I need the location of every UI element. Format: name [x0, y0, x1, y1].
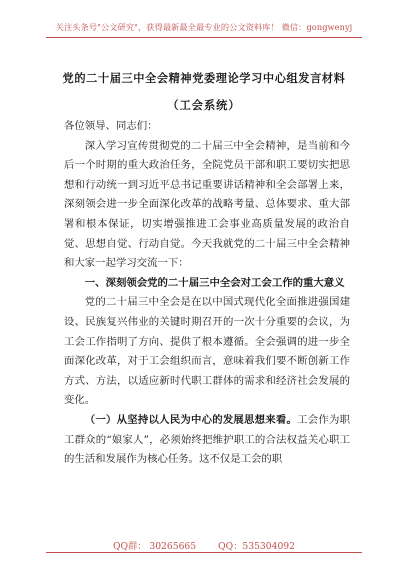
intro-paragraph: 深入学习宣传贯彻党的二十届三中全会精神，是当前和今后一个时期的重大政治任务，全院党员干部和职工要切实把思想和行动统一到习近平总书记重要讲话精神和全会部署上来，深刻领会进一步全面深化改革的战略考量、总体要求、重大部署和根本保证，切实增强推进工会事业高质量发展的政治自觉、思想自觉、行动自觉。今天我就党的二十届三中全会精神和大家一起学习交流一下：: [64, 139, 350, 270]
subsection-1-lead: （一）从坚持以人民为中心的发展思想来看。: [84, 413, 298, 426]
subsection-1-text: 工会作为职工群众的“娘家人”，必须始终把维护职工的合法权益关心职工的生活和发展作为核心任务。这不仅是工会的职: [64, 413, 350, 466]
subsection-1-paragraph: [64, 411, 350, 470]
section-1-paragraph: 党的二十届三中全会是在以中国式现代化全面推进强国建设、民族复兴伟业的关键时期召开的一次十分重要的会议，为工会工作指明了方向、提供了根本遵循。全会强调的进一步全面深化改革，对于工会组织而言，意味着我们要不断创新工作方式、方法，以适应新时代职工群体的需求和经济社会发展的变化。: [64, 296, 350, 407]
document-body: [64, 117, 350, 470]
footer-contact: [0, 538, 408, 552]
salutation: 各位领导、同志们：: [64, 120, 158, 132]
section-heading-1: 一、深刻领会党的二十届三中全会对工会工作的重大意义: [84, 276, 345, 289]
document-subtitle: （工会系统）: [167, 98, 241, 112]
document-title: 党的二十届三中全会精神党委理论学习中心组发言材料: [62, 71, 346, 85]
header-banner: 关注头条号"公文研究"，获得最新最全最专业的公文资料库！ 微信：gongwenyj: [55, 22, 353, 32]
footer-divider: [46, 552, 362, 553]
header-divider: [46, 37, 362, 38]
footer-qq-group: QQ群： 30265665: [113, 541, 197, 552]
footer-qq: QQ：535304092: [218, 541, 295, 552]
